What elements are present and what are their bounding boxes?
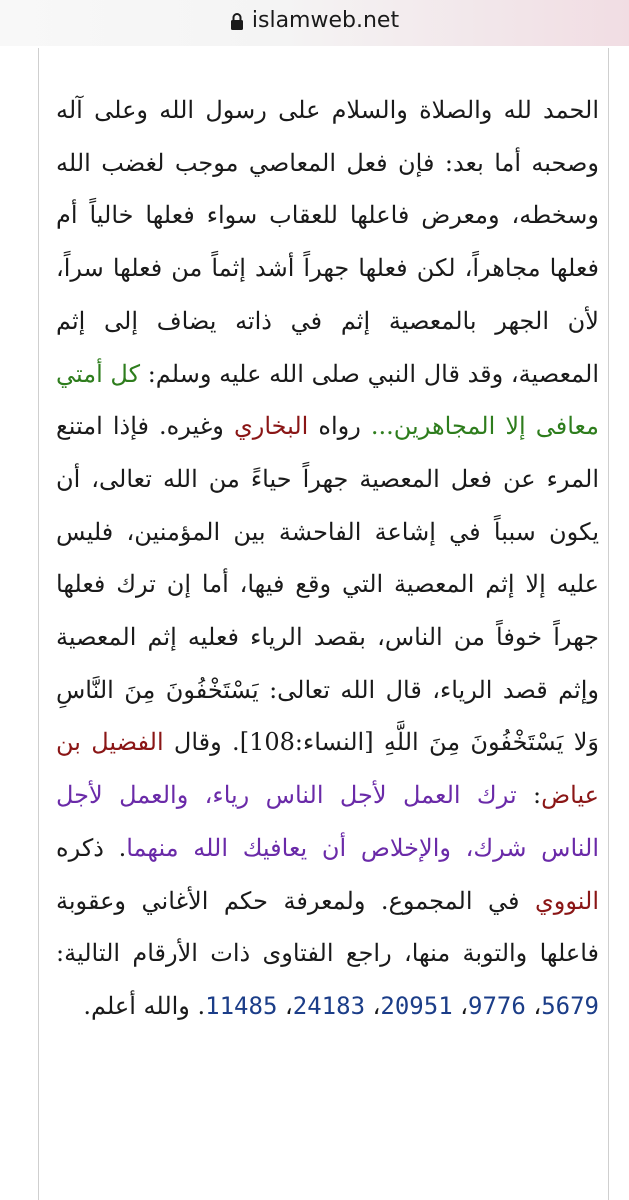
bukhari-link[interactable]: البخاري [233, 412, 309, 441]
quran-verse: يَسْتَخْفُونَ مِنَ النَّاسِ وَلا يَسْتَخْفُونَ مِنَ اللَّهِ [56, 675, 600, 757]
separator: ، [365, 991, 381, 1020]
fatwa-link[interactable]: 5679 [541, 991, 599, 1020]
fatwa-link[interactable]: 24183 [292, 991, 366, 1020]
article-text: : [516, 781, 542, 810]
browser-address-bar[interactable] [0, 0, 629, 46]
article-text: وغيره. فإذا امتنع المرء عن فعل المعصية جهراً حياءً من الله تعالى، أن يكون سبباً في إشاعة الفاحشة بين المؤمنين، فليس عليه إلا إثم المعصية التي وقع فيها، أما إن ترك فعلها جهراً خوفاً من الناس، بقصد الرياء فعليه إثم المعصية وإثم قصد الرياء، قال الله تعالى: [56, 412, 599, 704]
article-text: . وقال [163, 728, 240, 757]
separator: ، [525, 991, 542, 1020]
separator: ، [452, 991, 469, 1020]
article-text: رواه [308, 412, 371, 441]
url-display[interactable] [0, 8, 629, 33]
article-text: في المجموع. ولمعرفة حكم الأغاني وعقوبة فاعلها والتوبة منها، راجع الفتاوى ذات الأرقام التالية: [56, 886, 599, 968]
article-text: . ذكره [56, 833, 127, 862]
hadith-quote: كل أمتي معافى إلا المجاهرين... [56, 359, 599, 441]
fatwa-link[interactable]: 11485 [205, 991, 278, 1020]
fatwa-link[interactable]: 20951 [380, 991, 453, 1020]
lock-icon [230, 12, 244, 30]
fudayl-link[interactable]: الفضيل بن عياض [56, 728, 599, 810]
article-body [56, 84, 599, 1033]
verse-reference: [النساء:108] [239, 728, 384, 757]
fudayl-quote: ترك العمل لأجل الناس رياء، والعمل لأجل الناس شرك، والإخلاص أن يعافيك الله منهما [56, 781, 600, 862]
nawawi-link[interactable]: النووي [535, 886, 599, 915]
separator: ، [277, 991, 293, 1020]
closing-text: . والله أعلم. [83, 991, 206, 1020]
article-text: الحمد لله والصلاة والسلام على رسول الله وعلى آله وصحبه أما بعد: فإن فعل المعاصي موجب لغضب الله وسخطه، ومعرض فاعلها للعقاب سواء فعلها خالياً أم فعلها مجاهراً، لكن فعلها جهراً أشد إثماً من فعلها سراً، لأن الجهر بالمعصية إثم في ذاته يضاف إلى إثم المعصية، وقد قال النبي صلى الله عليه وسلم: [56, 96, 600, 388]
fatwa-link[interactable]: 9776 [468, 991, 526, 1020]
url-text: islamweb.net [251, 8, 400, 33]
